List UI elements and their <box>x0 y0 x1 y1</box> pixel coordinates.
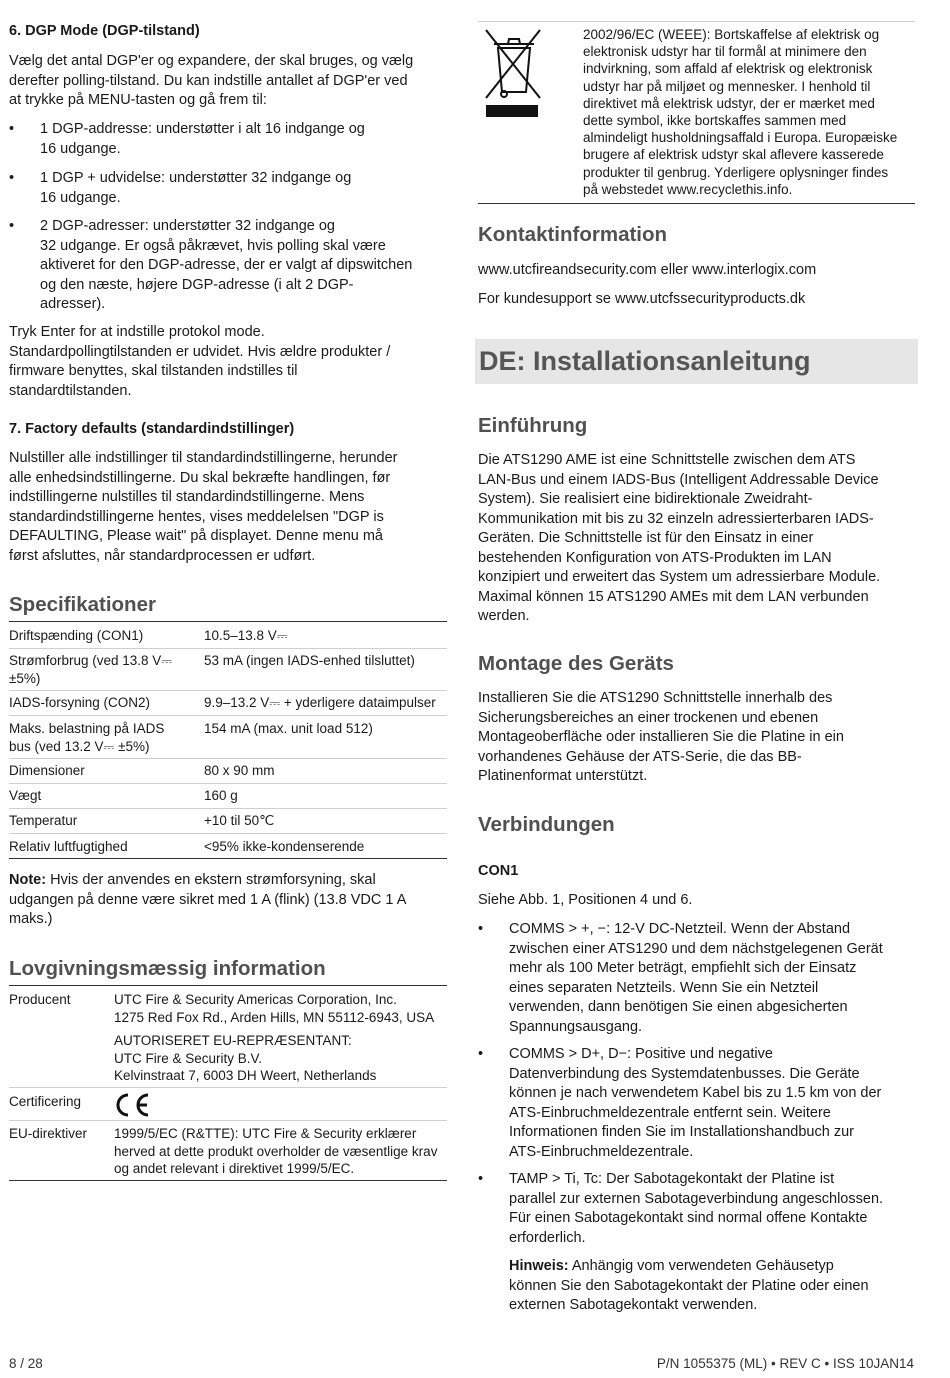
text-line: almindeligt husholdningsaffald i Europa. Europæiske <box>583 130 898 146</box>
text-line: udgangen på denne være sikret med 1 A (flink) (13.8 VDC 1 A <box>9 891 407 908</box>
text-line: Hvis der anvendes en ekstern strømforsyning, skal <box>46 872 376 888</box>
divider <box>9 1180 447 1181</box>
text-line: dette symbol, ikke bortskaffes sammen med <box>583 113 847 129</box>
spec-value: 80 x 90 mm <box>204 763 275 778</box>
factory-defaults-heading: 7. Factory defaults (standardindstillinger) <box>9 421 295 437</box>
hinweis-note <box>509 1257 919 1316</box>
dgp-intro <box>9 52 449 111</box>
divider <box>9 783 447 784</box>
text-line: firmware benyttes, skal tilstanden indstilles til <box>9 363 298 379</box>
text-line: Platinenformat unterstützt. <box>478 768 648 784</box>
text-line: können Sie den Sabotagekontakt der Platine oder einen <box>509 1277 869 1294</box>
text-line: standardindstillingerne hentes, vises meddelelsen "DGP is <box>9 508 384 525</box>
siehe-text: Siehe Abb. 1, Positionen 4 und 6. <box>478 892 693 908</box>
text-line: UTC Fire & Security B.V. <box>114 1050 263 1066</box>
spec-value: <95% ikke-kondenserende <box>204 839 365 854</box>
text-line: 2 DGP-adresser: understøtter 32 indgange og <box>40 218 335 234</box>
text-line: maks.) <box>9 911 53 927</box>
bullet-icon: • <box>478 1046 484 1062</box>
spec-key: Vægt <box>9 788 42 803</box>
dgp-mode-heading: 6. DGP Mode (DGP-tilstand) <box>9 23 200 39</box>
text-line: Geräten. Die Schnittstelle ist für den Einsatz in einer <box>478 530 814 546</box>
divider <box>9 715 447 716</box>
con1-heading: CON1 <box>478 863 519 879</box>
weee-text <box>583 26 918 198</box>
spec-value: 154 mA (max. unit load 512) <box>204 721 373 736</box>
text-line: 16 udgange. <box>40 189 121 206</box>
text-line: ±5%) <box>9 670 41 686</box>
specs-note <box>9 871 449 930</box>
text-line: på webstedet www.recyclethis.info. <box>583 181 793 197</box>
text-line: udstyr har på miljøet og mennesker. I henhold til <box>583 78 871 94</box>
text-line: eines separaten Netzteils. Wenn Sie ein Netzteil <box>509 979 819 996</box>
weee-bin-icon <box>482 26 546 120</box>
verbindungen-title: Verbindungen <box>478 813 615 836</box>
text-line: können je nach verwendetem Kabel bis zu 1.5 km von der <box>509 1085 882 1101</box>
text-line: System). Sie realisiert eine bidirektionale Zweidraht- <box>478 491 813 507</box>
spec-key: IADS-forsyning (CON2) <box>9 695 151 710</box>
hinweis-label: Hinweis: <box>509 1258 569 1274</box>
part-number: P/N 1055375 (ML) • REV C • ISS 10JAN14 <box>656 1356 914 1371</box>
text-line: Kommunikation mit bis zu 32 einzeln adressierterbaren IADS- <box>478 510 874 527</box>
eu-representative <box>114 1032 449 1085</box>
text-line: 1275 Red Fox Rd., Arden Hills, MN 55112-6943, USA <box>114 1009 435 1025</box>
divider <box>9 833 447 834</box>
text-line: herved at dette produkt overholder de væsentlige krav <box>114 1143 438 1159</box>
divider <box>9 985 447 986</box>
divider <box>9 858 447 859</box>
spec-value: 10.5–13.8 V⎓ <box>204 628 288 643</box>
text-line: ATS-Einbruchmeldezentrale. <box>509 1143 694 1160</box>
text-line: standardtilstanden. <box>9 382 132 399</box>
text-line: aktiveret for den DGP-adresse, der er valgt af dipswitchen <box>40 257 413 273</box>
text-line: produkter til genbrug. Yderligere oplysninger findes <box>583 164 889 180</box>
spec-key: Dimensioner <box>9 763 85 778</box>
divider <box>9 1120 447 1121</box>
text-line: 1 DGP + udvidelse: understøtter 32 indgange og <box>40 170 352 186</box>
text-line: Installieren Sie die ATS1290 Schnittstelle innerhalb des <box>478 690 833 706</box>
text-line: Datenverbindung des Systemdatenbusses. Die Geräte <box>509 1065 860 1082</box>
montage-title: Montage des Geräts <box>478 652 674 675</box>
einfuehrung-body <box>478 451 918 627</box>
spec-value: +10 til 50℃ <box>204 813 275 828</box>
text-line: mehr als 100 Meter beträgt, empfiehlt sich der Einsatz <box>509 960 857 976</box>
text-line: verwenden, dann benötigen Sie einen abgesicherten <box>509 999 848 1015</box>
text-line: og andet relevant i direktivet 1999/5/EC. <box>114 1161 355 1176</box>
dgp-outro <box>9 323 449 401</box>
text-line: Maks. belastning på IADS <box>9 721 165 736</box>
text-line: at trykke på MENU-tasten og gå frem til: <box>9 92 267 108</box>
de-section-banner <box>475 339 918 384</box>
spec-key: Temperatur <box>9 813 78 828</box>
text-line: vorhandenes Gehäuse der ATS-Serie, die das BB- <box>478 748 802 765</box>
text-line: først afsluttes, når standardprocessen er udført. <box>9 547 316 564</box>
text-line: zwischen einer ATS1290 und dem nächstgelegenen Gerät <box>509 940 883 957</box>
regulatory-title: Lovgivningsmæssig information <box>9 957 326 980</box>
text-line: Sicherungsbereiches an einer trockenen und ebenen <box>478 709 819 726</box>
text-line: Standardpollingtilstanden er udvidet. Hvis ældre produkter / <box>9 343 391 360</box>
text-line: 32 udgange. Er også påkrævet, hvis polling skal være <box>40 237 386 254</box>
eu-directives-label: EU-direktiver <box>9 1126 88 1141</box>
text-line: Für einen Sabotagekontakt sind normal offene Kontakte <box>509 1210 868 1226</box>
text-line: parallel zur externen Sabotageverbindung angeschlossen. <box>509 1190 884 1207</box>
text-line: brugere af elektrisk udstyr skal aflevere kasserede <box>583 147 884 163</box>
divider <box>9 690 447 691</box>
text-line: Nulstiller alle indstillinger til standardindstillingerne, herunder <box>9 450 398 466</box>
bullet-icon: • <box>9 121 15 137</box>
spec-key <box>9 652 172 687</box>
divider <box>9 621 447 622</box>
bullet-icon: • <box>9 218 15 234</box>
producer-label: Producent <box>9 992 71 1007</box>
divider <box>9 648 447 649</box>
spec-key: Relativ luftfugtighed <box>9 839 128 854</box>
contact-websites: www.utcfireandsecurity.com eller www.interlogix.com <box>478 262 817 278</box>
text-line: bus (ved 13.2 V⎓ ±5%) <box>9 738 150 754</box>
text-line: DEFAULTING, Please wait" på displayet. Denne menu må <box>9 528 383 544</box>
note-label: Note: <box>9 872 47 888</box>
text-line: Strømforbrug (ved 13.8 V⎓ <box>9 653 173 668</box>
spec-value: 160 g <box>204 788 238 803</box>
text-line: Maximal können 15 ATS1290 AMEs mit dem LAN verbunden <box>478 588 869 605</box>
text-line: TAMP > Ti, Tc: Der Sabotagekontakt der Platine ist <box>509 1171 835 1187</box>
de-title: DE: Installationsanleitung <box>479 346 811 376</box>
bullet-icon: • <box>9 170 15 186</box>
text-line: ATS-Einbruchmeldezentrale entfernt sein. Weitere <box>509 1104 831 1121</box>
specs-title: Specifikationer <box>9 593 156 616</box>
text-line: Tryk Enter for at indstille protokol mode. <box>9 324 265 340</box>
divider <box>9 758 447 759</box>
spec-value: 53 mA (ingen IADS-enhed tilsluttet) <box>204 653 415 668</box>
bullet-icon: • <box>478 921 484 937</box>
text-line: direktivet må elektrisk udstyr, der er mærket med <box>583 95 875 111</box>
divider <box>9 808 447 809</box>
divider <box>9 1087 447 1088</box>
certification-label: Certificering <box>9 1094 82 1109</box>
montage-body <box>478 689 918 787</box>
text-line: Informationen finden Sie im Installationshandbuch zur <box>509 1124 854 1140</box>
text-line: Anhängig vom verwendeten Gehäusetyp <box>568 1258 834 1274</box>
spec-key <box>9 720 164 755</box>
text-line: alle enhedsindstillingerne. Du skal bekræfte handlingen, før <box>9 469 391 486</box>
text-line: COMMS > D+, D−: Positive und negative <box>509 1046 773 1062</box>
text-line: indstillingerne nulstilles til standardindstillingerne. Mens <box>9 489 365 505</box>
text-line: bestehenden Konfiguration von ATS-Produkten im LAN <box>478 549 832 566</box>
eu-directives-text <box>114 1125 449 1178</box>
text-line: derefter polling-tilstand. Du kan indstille antallet af DGP'er ved <box>9 72 408 89</box>
divider <box>478 21 915 22</box>
text-line: konzipiert und erweitert das System um adressierbare Module. <box>478 569 881 585</box>
ce-mark-icon <box>112 1092 152 1118</box>
text-line: elektronisk udstyr har til formål at minimere den <box>583 44 867 60</box>
text-line: Vælg det antal DGP'er og expandere, der skal bruges, og vælg <box>9 53 414 69</box>
text-line: erforderlich. <box>509 1229 586 1246</box>
text-line: werden. <box>478 608 530 624</box>
contact-title: Kontaktinformation <box>478 223 668 246</box>
text-line: adresser). <box>40 296 106 312</box>
text-line: externen Sabotagekontakt verwenden. <box>509 1297 758 1313</box>
einfuehrung-title: Einführung <box>478 414 588 437</box>
text-line: Montageoberfläche oder installieren Sie die Platine in ein <box>478 729 844 745</box>
text-line: AUTORISERET EU-REPRÆSENTANT: <box>114 1033 352 1048</box>
text-line: 1999/5/EC (R&TTE): UTC Fire & Security erklærer <box>114 1126 417 1141</box>
bullet-icon: • <box>478 1171 484 1187</box>
spec-value: 9.9–13.2 V⎓ + yderligere dataimpulser <box>204 695 436 710</box>
text-line: UTC Fire & Security Americas Corporation, Inc. <box>114 992 397 1007</box>
text-line: COMMS > +, −: 12-V DC-Netzteil. Wenn der Abstand <box>509 921 851 937</box>
text-line: 1 DGP-addresse: understøtter i alt 16 indgange og <box>40 121 365 137</box>
text-line: indvirkning, som affald af elektrisk og elektronisk <box>583 61 873 77</box>
text-line: 16 udgange. <box>40 140 121 157</box>
text-line: 2002/96/EC (WEEE): Bortskaffelse af elektrisk og <box>583 27 880 42</box>
text-line: Spannungsausgang. <box>509 1018 643 1035</box>
contact-support: For kundesupport se www.utcfssecurityproducts.dk <box>478 291 806 307</box>
spec-key: Driftspænding (CON1) <box>9 628 144 643</box>
page-number: 8 / 28 <box>9 1356 43 1371</box>
factory-defaults-body <box>9 449 449 566</box>
text-line: Die ATS1290 AME ist eine Schnittstelle zwischen dem ATS <box>478 452 856 468</box>
divider <box>478 203 915 204</box>
text-line: Kelvinstraat 7, 6003 DH Weert, Netherlands <box>114 1068 377 1083</box>
text-line: og den næste, højere DGP-adresse (i alt 2 DGP- <box>40 276 354 293</box>
text-line: LAN-Bus und einem IADS-Bus (Intelligent Addressable Device <box>478 471 879 488</box>
producer-text <box>114 991 449 1026</box>
